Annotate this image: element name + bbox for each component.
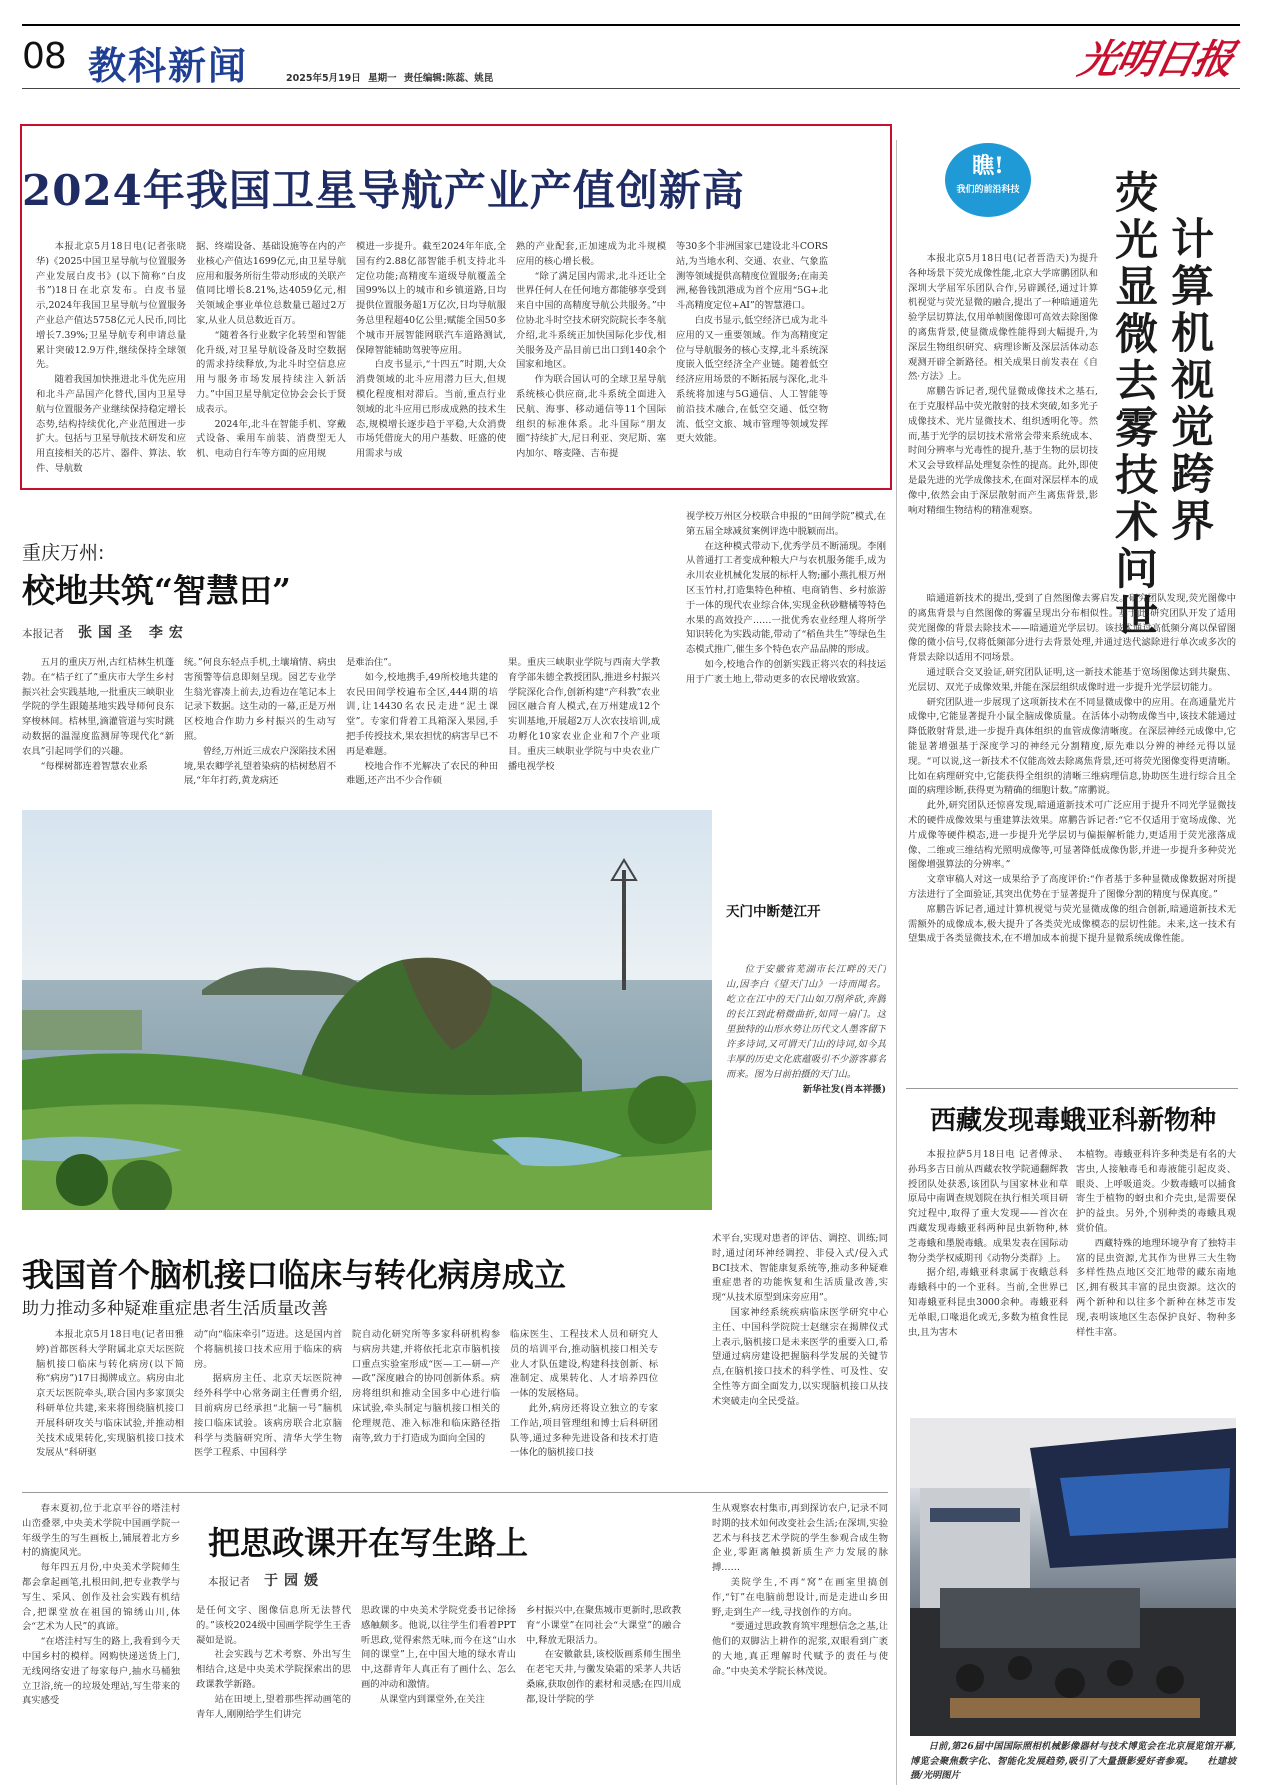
right-p6: 此外,研究团队还惊喜发现,暗通道新技术可广泛应用于提升不同光学显微技术的硬件成像效果与重建算法效果。席鹏告诉记者:“它不仅适用于宽场成像、光片成像等硬件模态,进一步提升光学层切与偏振解析能力,更适用于荧光涨落成像、二维或三维结构光照明成像等,可显著降低成像伪影,并进一步提升多种荧光图像增强算法的分辨率。” <box>908 800 1236 871</box>
tibet-col-2-p1: 本植物。毒蛾亚科许多种类是有名的大害虫,人接触毒毛和毒液能引起皮炎、眼炎、上呼吸道炎。少数毒蛾可以捕食寄生于植物的蚜虫和介壳虫,是需要保护的益虫。另外,个别种类的毒蛾具观赏价值。 <box>1076 1149 1236 1234</box>
lead-col-5 <box>676 240 828 488</box>
right-p8: 席鹏告诉记者,通过计算机视觉与荧光显微成像的组合创新,暗通道新技术无需额外的成像成本,极大提升了各类荧光成像模态的层切性能。未来,这一技术有望集成于各类显微技术,在不增加成本前提下提升显微系统成像性能。 <box>908 903 1236 945</box>
sizheng-col-4-p1: 乡村振兴中,在聚焦城市更新时,思政教育“小课堂”在同社会“大课堂”的融合中,释放无限活力。 <box>526 1605 681 1646</box>
tibet-headline: 西藏发现毒蛾亚科新物种 <box>929 1106 1216 1136</box>
bci-col-2 <box>194 1328 342 1478</box>
sizheng-col-3-p2: 从课堂内到课堂外,在关注 <box>379 1693 485 1705</box>
wanzhou-col-2 <box>184 656 336 791</box>
wanzhou-col-2-p1: 统。”何良东轻点手机,土壤墒情、病虫害预警等信息即刻呈现。园艺专业学生翁光睿凑上前去,边看边在笔记本上记录下数据。这生动的一幕,正是万州区校地合作助力乡村振兴的生动写照。 <box>184 657 336 742</box>
wanzhou-byline <box>22 622 189 642</box>
lead-headline: 2024年我国卫星导航产业产值创新高 <box>22 166 745 215</box>
sizheng-col-1-p2: 每年四五月份,中央美术学院师生都会拿起画笔,扎根田间,把专业教学与写生、采风、创作及社会实践有机结合,把课堂放在祖国的锦绣山川,体会“艺术为人民”的真谛。 <box>22 1562 180 1633</box>
lead-col-1-p1: 本报北京5月18日电(记者张晓华)《2025中国卫星导航与位置服务产业发展白皮书》(以下简称“白皮书”)18日在北京发布。白皮书显示,2024年我国卫星导航与位置服务产业总产值达5758亿元人民币,同比增长7.39%;卫星导航专利申请总量累计突破12.9万件,继续保持全球领先。 <box>36 241 186 371</box>
wanzhou-reporter-label: 本报记者 <box>22 628 64 640</box>
sizheng-col-4-p2: 在安徽歙县,该校版画系师生围坐在老宅天井,与黴发染霜的采茅人共话桑麻,获取创作的素材和灵感;在四川成都,设计学院的学 <box>526 1649 681 1705</box>
tibet-col-1-p1: 本报拉萨5月18日电 记者傅录、孙玛多吉日前从西藏农牧学院通翻辉教授团队处获悉,该团队与国家林业和草原局中南调查规划院在执行相关项目研究过程中,取得了重大发现——首次在西藏发现毒蛾亚科两种昆虫新物种,林芝毒蛾和墨脱毒蛾。成果发表在国际动物分类学权威期刊《动物分类群》上。 <box>908 1149 1068 1264</box>
sizheng-byline <box>208 1570 324 1590</box>
wanzhou-col-4-p1: 果。重庆三峡职业学院与西南大学教育学部朱德全教授团队,推进乡村振兴学院深化合作,创新构建“产科教”农业园区融合育人模式,在万州建成12个实训基地,开展超2万人次农技培训,成功孵化10家农业企业和7个产业项目。重庆三峡职业学院与中央农业广播电视学校 <box>508 657 660 772</box>
bci-headline: 我国首个脑机接口临床与转化病房成立 <box>22 1256 567 1294</box>
tibet-col-2-p2: 西藏特殊的地理环境孕育了独特丰富的昆虫资源,尤其作为世界三大生物多样性热点地区交汇地带的藏东南地区,拥有极其丰富的昆虫资源。这次的两个新种和以往多个新种在林芝市发现,表明该地区生态保护良好、物种多样性丰富。 <box>1076 1237 1236 1338</box>
sizheng-reporter: 于园媛 <box>264 1573 324 1589</box>
wanzhou-col-3 <box>346 656 498 791</box>
lead-col-1-p2: 随着我国加快推进北斗优先应用和北斗产品国产化替代,国内卫星导航与位置服务产业继续保持稳定增长态势,结构持续优化,产业范围进一步扩大。包括与卫星导航技术研发和应用直接相关的芯片、器件、算法、软件、导航数 <box>36 374 186 474</box>
wanzhou-col-3-p3: 校地合作不光解决了农民的种田难题,还产出不少合作硕 <box>346 760 498 787</box>
expo-credit: 杜建坡摄/光明图片 <box>910 1755 1236 1781</box>
lead-col-4-p3: 作为联合国认可的全球卫星导航系统核心供应商,北斗系统全面进入民航、海事、移动通信等11个国际组织的标准体系。北斗国际“朋友圈”持续扩大,尼日利亚、突尼斯、塞内加尔、喀麦隆、吉布提 <box>516 374 666 460</box>
issue-date: 2025年5月19日 <box>286 73 361 84</box>
tianmen-caption-title: 天门中断楚江开 <box>726 904 821 920</box>
expo-caption <box>910 1740 1236 1784</box>
issue-meta <box>286 70 493 84</box>
sizheng-reporter-label: 本报记者 <box>208 1576 250 1588</box>
bci-col-5-p1: 术平台,实现对患者的评估、调控、训练;同时,通过闭环神经调控、非侵入式/侵入式BCI技术、智能康复系统等,推动多种疑难重症患者的功能恢复和生活质量改善,实现“从技术原型到床旁应用”。 <box>712 1233 888 1304</box>
wanzhou-col-1-p2: “每棵树都连着智慧农业系 <box>40 760 148 772</box>
right-p2: 席鹏告诉记者,现代显微成像技术之基石,在于克服样品中荧光散射的技术突破,如多光子成像技术、光片显微技术、组织透明化等。然而,基于光学的层切技术常常会带来系统成本、时间分辨率与光毒性的提升,基于生物的层切技术又会导致样品处理复杂性的提高。此外,即使是最先进的光学成像技术,在面对深层样本的成像中,依然会由于深层散射而产生离焦背景,影响对精细生物结构的精准观察。 <box>908 386 1098 516</box>
sizheng-col-5 <box>712 1502 888 1782</box>
sizheng-col-3-p1: 思政课的中央美术学院党委书记徐扬感触颇多。他说,以往学生们看着PPT听思政,觉得索然无味,而今在这“山水间的课堂”上,在中国大地的绿水青山中,这群青年人真正有了画什么、怎么画的冲动和激情。 <box>361 1605 516 1690</box>
bci-col-4-p2: 此外,病房还将设立独立的专家工作站,项目管理组和博士后科研团队等,通过多种先进设备和技术打造一体化的脑机接口技 <box>510 1402 658 1459</box>
wanzhou-col-3-p1: 是难治住”。 <box>346 657 398 668</box>
bci-col-4-p1: 临床医生、工程技术人员和研究人员的培训平台,推动脑机接口相关专业人才队伍建设,构建科技创新、标准制定、成果转化、人才培养四位一体的发展格局。 <box>510 1329 658 1400</box>
lead-col-2-p1: 据、终端设备、基础设施等在内的产业核心产值达1699亿元,由卫星导航应用和服务所衍生带动形成的关联产值同比增长8.21%,达4059亿元,相关领域企事业单位总数量已超过2万家,从业人员总数近百万。 <box>196 241 346 326</box>
tibet-col-1-p2: 据介绍,毒蛾亚科隶属于夜蛾总科毒蛾科中的一个亚科。当前,全世界已知毒蛾亚科昆虫3000余种。毒蛾亚科无单眼,口喙退化或无,多数为植食性昆虫,且为害木 <box>908 1267 1068 1338</box>
sizheng-col-4 <box>526 1604 681 1782</box>
bci-col-1 <box>36 1328 184 1478</box>
lead-col-4 <box>516 240 666 488</box>
sizheng-headline: 把思政课开在写生路上 <box>208 1524 529 1562</box>
right-column-divider <box>896 140 897 1785</box>
right-p7: 文章审稿人对这一成果给予了高度评价:“作者基于多种显微成像数据对所提方法进行了全面验证,其突出优势在于显著提升了图像分割的精度与保真度。” <box>908 874 1236 900</box>
lead-col-5-p1: 等30多个非洲国家已建设北斗CORS站,为当地水利、交通、农业、气象监测等领域提供高精度位置服务;在南美洲,秘鲁钱凯港成为首个应用“5G+北斗高精度定位+AI”的智慧港口。 <box>676 241 828 312</box>
right-p5: 研究团队进一步展现了这项新技术在不同显微成像中的应用。在高通量光片成像中,它能显著提升小鼠全脑成像质量。在活体小动物成像当中,该技术能通过降低散射背景,进一步提升真体组织的血管成像清晰度。在深层神经元成像中,它能显著增强基于深度学习的神经元分割精度,原先难以分辨的神经元得以显现。“可以说,这一新技术不仅能高效去除离焦背景,还可将荧光图像变得更清晰。比如在病理研究中,它能获得全组织的清晰三维病理信息,协助医生进行综合且全面的病理诊断,获得更为精确的细胞计数。”席鹏说。 <box>908 696 1236 797</box>
badge-title: 瞧! <box>972 153 1004 179</box>
right-headline-a: 计算机视觉跨界 <box>1164 216 1215 545</box>
tianmen-photo-illustration <box>22 810 712 1210</box>
sizheng-col-2 <box>196 1604 351 1782</box>
page-number: 08 <box>22 36 66 77</box>
wanzhou-col-1 <box>22 656 174 791</box>
masthead-rule <box>22 88 1240 89</box>
editors: 责任编辑:陈蕊、姚昆 <box>403 73 494 84</box>
top-rule <box>22 24 1240 26</box>
sizheng-col-1-p3: “在塔洼村写生的路上,我看到今天中国乡村的模样。网购快递送货上门,无线网络安进了每家每户,抽水马桶独立卫浴,统一的垃圾处理站,写生带来的真实感受 <box>22 1636 180 1707</box>
wanzhou-col-1-p1: 五月的重庆万州,古红桔林生机蓬勃。在“桔子红了”重庆市大学生乡村振兴社会实践基地,一批重庆三峡职业学院的学生跟随基地实践导师何良东穿梭林间。桔林里,滴灌管道与实时跳动数据的温湿度监测屏等现代化“新农具”引起同学们的兴趣。 <box>22 657 174 757</box>
bci-col-1-p1: 本报北京5月18日电(记者田雅婷)首都医科大学附属北京天坛医院脑机接口临床与转化病房(以下简称“病房”)17日揭牌成立。病房由北京天坛医院牵头,联合国内多家顶尖科研单位共建,来来将围绕脑机接口开展科研攻关与临床试验,并推动相关技术成果转化,实现脑机接口技术发展从“科研驱 <box>36 1329 184 1459</box>
right-col-a <box>908 252 1098 592</box>
wanzhou-col-5-p3: 如今,校地合作的创新实践正将兴农的科技运用于广袤土地上,带动更多的农民增收致富。 <box>686 658 886 685</box>
bci-col-3-p1: 院自动化研究所等多家科研机构参与病房共建,并将依托北京市脑机接口重点实验室形成“医—工—研—产—政”深度融合的协同创新体系。病房将组织和推动全国多中心进行临床试验,牵头制定与脑机接口相关的伦理规范、准入标准和临床路径指南等,致力于打造成为面向全国的 <box>352 1329 500 1444</box>
badge-subtitle: 我们的前沿科技 <box>956 185 1020 195</box>
expo-photo <box>910 1418 1236 1736</box>
sizheng-col-2-p3: 站在田埂上,望着那些挥动画笔的青年人,刚刚给学生们讲完 <box>196 1693 351 1720</box>
sizheng-divider <box>22 1492 888 1493</box>
lead-col-2 <box>196 240 346 488</box>
wanzhou-col-4 <box>508 656 660 791</box>
expo-photo-illustration <box>910 1418 1236 1736</box>
issue-weekday: 星期一 <box>368 73 397 84</box>
lead-col-4-p1: 熟的产业配套,正加速成为北斗规模应用的核心增长极。 <box>516 241 666 267</box>
lead-col-3-p1: 模进一步提升。截至2024年年底,全国有约2.88亿部智能手机支持北斗定位功能;高精度车道级导航覆盖全国99%以上的城市和乡镇道路,日均提供位置服务超1万亿次,日均导航服务总里程超40亿公里;赋能全国50多个城市开展智能网联汽车道路测试,保障智能辅助驾驶等应用。 <box>356 241 506 356</box>
bci-col-2-p2: 据病房主任、北京天坛医院神经外科学中心常务副主任曹勇介绍,目前病房已经承担“北脑一号”脑机接口临床试验。该病房联合北京脑科学与类脑研究所、清华大学生物医学工程系、中国科学 <box>194 1373 342 1459</box>
sizheng-col-5-p1: 生从观察农村集市,再到探访农户,记录不同时期的技术如何改变社会生活;在深圳,实验艺术与科技艺术学院的学生参观合成生物企业,零距离触摸新质生产力发展的脉搏…… <box>712 1503 888 1574</box>
wanzhou-col-3-p2: 如今,校地携手,49所校地共建的农民田间学校遍布全区,444期的培训,让14430名农民走进“泥土课堂”。专家们背着工具箱深入果园,手把手传授技术,果农担忧的病害早已不再是难题。 <box>346 671 498 757</box>
sizheng-col-2-p2: 社会实践与艺术考察、外出写生相结合,这是中央美术学院探索出的思政课教学新路。 <box>196 1649 351 1690</box>
bci-col-5 <box>712 1232 888 1482</box>
tibet-divider <box>906 1088 1238 1089</box>
sizheng-col-5-p2: 美院学生,不再“窝”在画室里搞创作,“钉”在电脑前想设计,而是走进山乡田野,走到生产一线,寻找创作的方向。 <box>712 1576 888 1618</box>
tianmen-caption <box>726 962 886 1192</box>
lead-col-2-p3: 2024年,北斗在智能手机、穿戴式设备、乘用车前装、消费型无人机、电动自行车等方面的应用规 <box>196 418 346 460</box>
lead-col-1 <box>36 240 186 488</box>
tibet-col-1 <box>908 1148 1068 1404</box>
wanzhou-kicker: 重庆万州: <box>22 542 105 564</box>
wanzhou-reporters: 张国圣 李宏 <box>78 625 189 641</box>
expo-caption-text: 日前,第26届中国国际照相机械影像器材与技术博览会在北京展览馆开幕,博览会聚焦数字化、智能化发展趋势,吸引了大量摄影爱好者参观。 <box>910 1741 1236 1767</box>
lead-col-5-p2: 白皮书显示,低空经济已成为北斗应用的又一重要领域。作为高精度定位与导航服务的核心支撑,北斗系统深度嵌入低空经济全产业链。随着低空经济应用场景的不断拓展与深化,北斗系统将加速与5G通信、人工智能等前沿技术融合,在低空交通、低空物流、低空文旅、城市管理等领域发挥更大效能。 <box>676 314 828 445</box>
wanzhou-col-5 <box>686 510 886 798</box>
lead-col-4-p2: “除了满足国内需求,北斗还让全世界任何人在任何地方都能够享受到来自中国的高精度导航公共服务。”中位协北斗时空技术研究院院长李冬航介绍,北斗系统正加快国际化步伐,相关服务及产品目前已出口到140余个国家和地区。 <box>516 270 666 371</box>
frontier-tech-badge <box>945 143 1031 217</box>
sizheng-col-5-p3: “要通过思政教育筑牢理想信念之基,让他们的双脚沾上耕作的泥浆,双眼看到广袤的大地,真正理解时代赋予的责任与使命。”中央美术学院长林茂说。 <box>712 1621 888 1677</box>
bci-col-5-p2: 国家神经系统疾病临床医学研究中心主任、中国科学院院士赵继宗在揭牌仪式上表示,脑机接口是未来医学的重要入口,希望通过病房建设把握脑科学发展的关键节点,在脑机接口技术的科学性、可及性、安全性等方面全面发力,以实现脑机接口从技术突破走向全民受益。 <box>712 1306 888 1407</box>
tianmen-photo <box>22 810 712 1210</box>
bci-col-2-p1: 动”向“临床牵引”迈进。这是国内首个将脑机接口技术应用于临床的病房。 <box>194 1329 342 1370</box>
wanzhou-col-5-p1: 视学校万州区分校联合申报的“田间学院”模式,在第五届全球减贫案例评选中脱颖而出。 <box>686 511 886 537</box>
right-p4: 通过联合交叉验证,研究团队证明,这一新技术能基于宽场图像达到共聚焦、光层切、双光子成像效果,并能在深层组织成像时进一步提升光学层切能力。 <box>908 666 1236 693</box>
wanzhou-col-5-p2: 在这种模式带动下,优秀学员不断涌现。李刚从普通打工者变成种粮大户与农机服务能手,成为永川农业机械化发展的标杆人物;郦小燕扎根万州区玉竹村,打造集特色种植、电商销售、乡村旅游于一体的现代农业综合体,实现金秋砂糖橘等特色水果的高效投产……一批优秀农业经理人将所学知识转化为实践动能,带动了“稻鱼共生”等绿色生态模式推广,催生多个特色农产品品牌的形成。 <box>686 540 886 656</box>
sizheng-col-3 <box>361 1604 516 1782</box>
lead-col-2-p2: “随着各行业数字化转型和智能化升级,对卫星导航设备及时空数据的需求持续释放,为北斗时空信息应用与服务市场发展持续注入新活力。”中国卫星导航定位协会会长于贤成表示。 <box>196 329 346 415</box>
wanzhou-col-2-p2: 曾经,万州近三成农户深陷技术困境,果农卿学礼望着染病的桔树愁眉不展,“年年打药,黄龙病还 <box>184 745 336 787</box>
lead-col-3-p2: 白皮书显示,“十四五”时期,大众消费领域的北斗应用潜力巨大,但规模化程度相对滞后。当前,重点行业领域的北斗应用已形成成熟的技术生态,规模增长逐步趋于平稳,大众消费市场凭借庞大的用户基数、旺盛的使用需求与成 <box>356 359 506 460</box>
tianmen-credit: 新华社发(肖本祥摄) <box>802 1084 886 1095</box>
tibet-col-2 <box>1076 1148 1236 1404</box>
sizheng-col-1 <box>22 1502 180 1782</box>
tianmen-caption-text: 位于安徽省芜湖市长江畔的天门山,因李白《望天门山》一诗而闻名。屹立在江中的天门山如刀削斧砍,奔腾的长江到此稍微曲折,如同一扇门。这里独特的山形水势让历代文人墨客留下许多诗词,又可谓天门山的诗词,如今其丰厚的历史文化底蕴吸引不少游客慕名而来。图为日前拍摄的天门山。 <box>726 964 886 1080</box>
newspaper-logo: 光明日报 <box>1074 36 1237 83</box>
bci-subtitle: 助力推动多种疑难重症患者生活质量改善 <box>22 1299 328 1319</box>
right-headline-b: 荧光显微去雾技术问世 <box>1108 170 1159 640</box>
bci-col-4 <box>510 1328 658 1478</box>
sizheng-col-2-p1: 是任何文字、图像信息所无法替代的。”该校2024级中国画学院学生王香凝如是说。 <box>196 1605 351 1646</box>
lead-col-3 <box>356 240 506 488</box>
sizheng-col-1-p1: 春末夏初,位于北京平谷的塔洼村山峦叠翠,中央美术学院中国画学院一年级学生的写生画板上,铺展着北方乡村的旖旎风光。 <box>22 1503 180 1559</box>
section-title: 教科新闻 <box>88 43 249 88</box>
right-col-b <box>908 592 1236 1087</box>
wanzhou-headline: 校地共筑“智慧田” <box>22 571 291 610</box>
bci-col-3 <box>352 1328 500 1478</box>
right-p3: 暗通道新技术的提出,受到了自然图像去雾启发。研究团队发现,荧光图像中的离焦背景与自然图像的雾霾呈现出分布相似性。基于此,研究团队开发了适用荧光图像的背景去除技术——暗通道光学层切。该技术通过高低频分离以保留图像的微小信号,仅将低频部分进行去背景处理,并通过迭代滤除进行单次或多次的背景去除以适用不同场景。 <box>908 593 1236 664</box>
right-p1: 本报北京5月18日电(记者晋浩天)为提升各种场景下荧光成像性能,北京大学席鹏团队和深圳大学屈军乐团队合作,另辟蹊径,通过计算机视觉与荧光显微的融合,提出了一种暗通道先验学层切算法,仅用单帧图像即可高效去除图像的离焦背景,使显微成像性能得到大幅提升,为深层生物组织研究、病理诊断及深层活体动态观测开辟全新路径。相关成果日前发表在《自然·方法》上。 <box>908 253 1098 383</box>
